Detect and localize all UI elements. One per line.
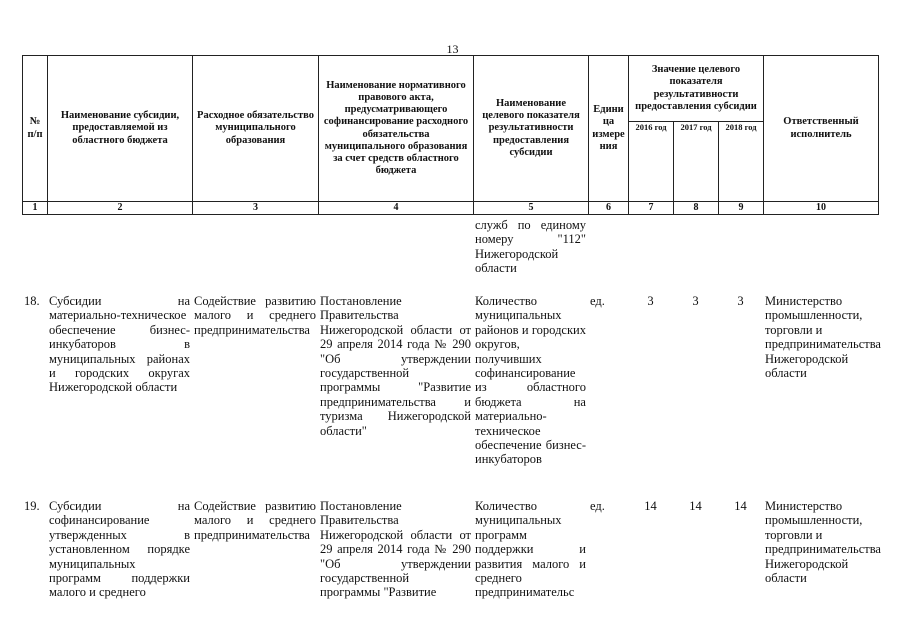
page-number: 13 xyxy=(446,42,459,56)
unit: ед. xyxy=(590,499,605,513)
header-num: № п/п xyxy=(23,56,48,202)
colnum-6: 6 xyxy=(589,202,629,215)
subsidy-name: Субсидии на софинансирование утвержденных в установленном порядке муниципальных программ поддержки малого и среднего xyxy=(49,499,190,600)
value-2016: 14 xyxy=(644,499,657,513)
indicator: Количество муниципальных программ поддержки и развития малого и среднего предпринимательс xyxy=(475,499,586,600)
colnum-1: 1 xyxy=(23,202,48,215)
header-subsidy-name: Наименование субсидии, предоставляемой из областного бюджета xyxy=(48,56,193,202)
header-year-2016: 2016 год xyxy=(629,122,674,202)
table-row xyxy=(22,294,878,499)
value-2018: 3 xyxy=(737,294,744,308)
legal-act: Постановление Правительства Нижегородской области от 29 апреля 2014 года № 290 "Об утверждении государственной программы "Развитие xyxy=(320,499,471,600)
header-executor: Ответственный исполнитель xyxy=(764,56,879,202)
obligation: Содействие развитию малого и среднего предпринимательства xyxy=(194,499,316,542)
header-indicator: Наименование целевого показателя результативности предоставления субсидии xyxy=(474,56,589,202)
value-2017: 3 xyxy=(692,294,699,308)
indicator: Количество муниципальных районов и городских округов, получивших софинансирование из областного бюджета на материально-техническое обеспечение бизнес-инкубаторов xyxy=(475,294,586,467)
colnum-7: 7 xyxy=(629,202,674,215)
table-header xyxy=(22,55,879,215)
colnum-2: 2 xyxy=(48,202,193,215)
colnum-3: 3 xyxy=(193,202,319,215)
colnum-5: 5 xyxy=(474,202,589,215)
executor: Министерство промышленности, торговли и предпринимательства Нижегородской области xyxy=(765,294,881,381)
colnum-10: 10 xyxy=(764,202,879,215)
continuation-indicator: служб по единому номеру "112" Нижегородской области xyxy=(475,218,586,276)
unit: ед. xyxy=(590,294,605,308)
header-unit: Едини ца измере ния xyxy=(589,56,629,202)
header-year-2018: 2018 год xyxy=(719,122,764,202)
table-body xyxy=(22,218,881,600)
colnum-9: 9 xyxy=(719,202,764,215)
colnum-8: 8 xyxy=(674,202,719,215)
header-obligation: Расходное обязательство муниципального образования xyxy=(193,56,319,202)
legal-act: Постановление Правительства Нижегородской области от 29 апреля 2014 года № 290 "Об утверждении государственной программы "Развитие предпринимательства и туризма Нижегородской области" xyxy=(320,294,471,438)
header-target-values: Значение целевого показателя результативности предоставления субсидии xyxy=(629,56,764,122)
colnum-4: 4 xyxy=(319,202,474,215)
subsidy-name: Субсидии на материально-техническое обеспечение бизнес-инкубаторов в муниципальных районах и городских округах Нижегородской области xyxy=(49,294,190,395)
header-legal-act: Наименование нормативного правового акта, предусматривающего софинансирование расходного обязательства муниципального образования за счет средств областного бюджета xyxy=(319,56,474,202)
table-row xyxy=(22,499,878,600)
obligation: Содействие развитию малого и среднего предпринимательства xyxy=(194,294,316,337)
value-2016: 3 xyxy=(647,294,654,308)
header-year-2017: 2017 год xyxy=(674,122,719,202)
value-2018: 14 xyxy=(734,499,747,513)
table-row-continuation xyxy=(22,218,878,294)
row-number: 18. xyxy=(24,294,40,308)
value-2017: 14 xyxy=(689,499,702,513)
executor: Министерство промышленности, торговли и предпринимательства Нижегородской области xyxy=(765,499,881,586)
row-number: 19. xyxy=(24,499,40,513)
